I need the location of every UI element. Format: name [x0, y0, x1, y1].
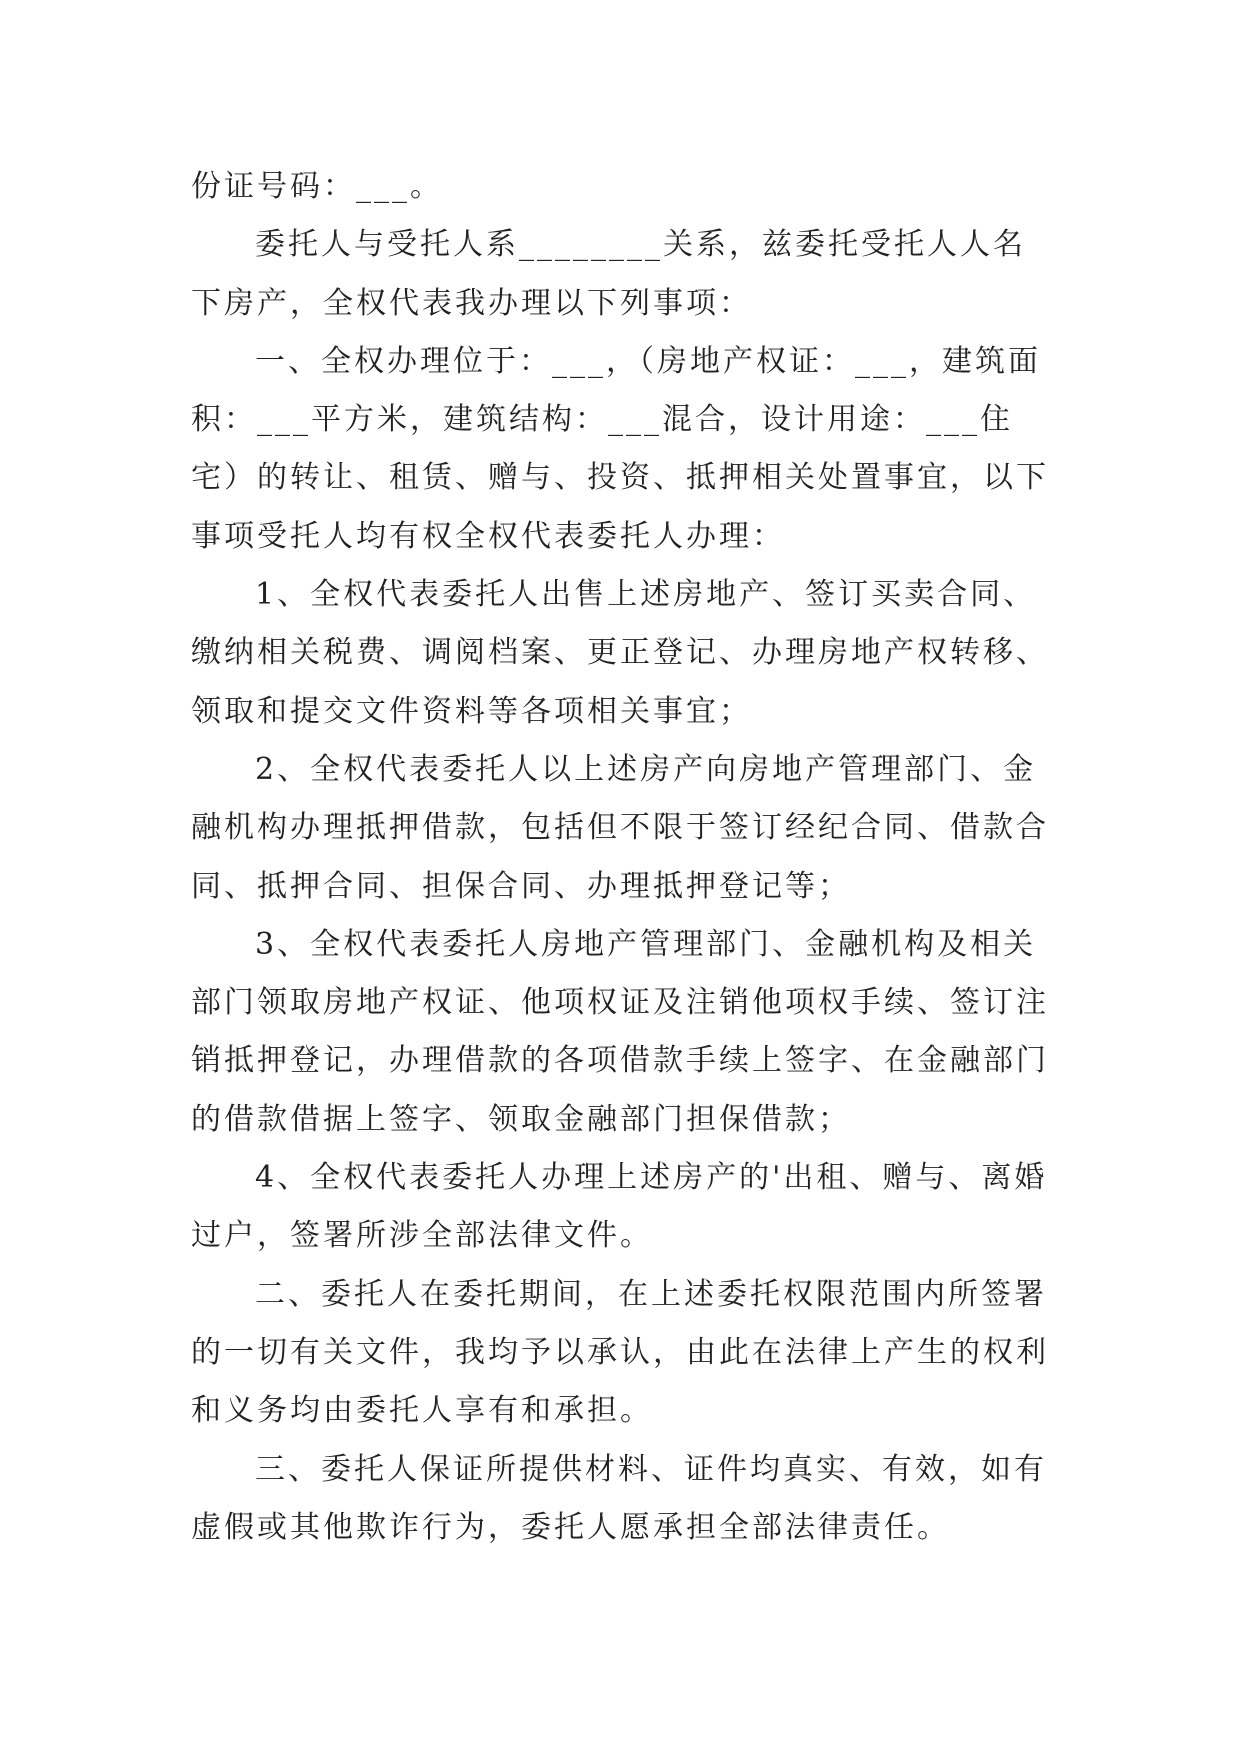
paragraph-item-2: 2、全权代表委托人以上述房产向房地产管理部门、金融机构办理抵押借款，包括但不限于签订经纪合同、借款合同、抵押合同、担保合同、办理抵押登记等； [191, 751, 1049, 904]
document-body [191, 158, 1051, 1557]
paragraph-section-one: 一、全权办理位于：___，（房地产权证：___，建筑面积：___平方米，建筑结构：___混合，设计用途：___住宅）的转让、租赁、赠与、投资、抵押相关处置事宜，以下事项受托人均有权全权代表委托人办理： [191, 343, 1049, 554]
paragraph-section-three: 三、委托人保证所提供材料、证件均真实、有效，如有虚假或其他欺诈行为，委托人愿承担全部法律责任。 [191, 1451, 1047, 1545]
paragraph-id-number: 份证号码：___。 [191, 169, 443, 204]
paragraph-section-two: 二、委托人在委托期间，在上述委托权限范围内所签署的一切有关文件，我均予以承认，由此在法律上产生的权利和义务均由委托人享有和承担。 [191, 1276, 1049, 1429]
paragraph-item-4: 4、全权代表委托人办理上述房产的'出租、赠与、离婚过户，签署所涉全部法律文件。 [191, 1160, 1048, 1254]
paragraph-item-1: 1、全权代表委托人出售上述房地产、签订买卖合同、缴纳相关税费、调阅档案、更正登记、办理房地产权转移、领取和提交文件资料等各项相关事宜； [191, 577, 1049, 729]
paragraph-relationship: 委托人与受托人系________关系，兹委托受托人人名下房产，全权代表我办理以下列事项： [191, 227, 1026, 321]
paragraph-item-3: 3、全权代表委托人房地产管理部门、金融机构及相关部门领取房地产权证、他项权证及注销他项权手续、签订注销抵押登记，办理借款的各项借款手续上签字、在金融部门的借款借据上签字、领取金融部门担保借款； [191, 926, 1049, 1137]
